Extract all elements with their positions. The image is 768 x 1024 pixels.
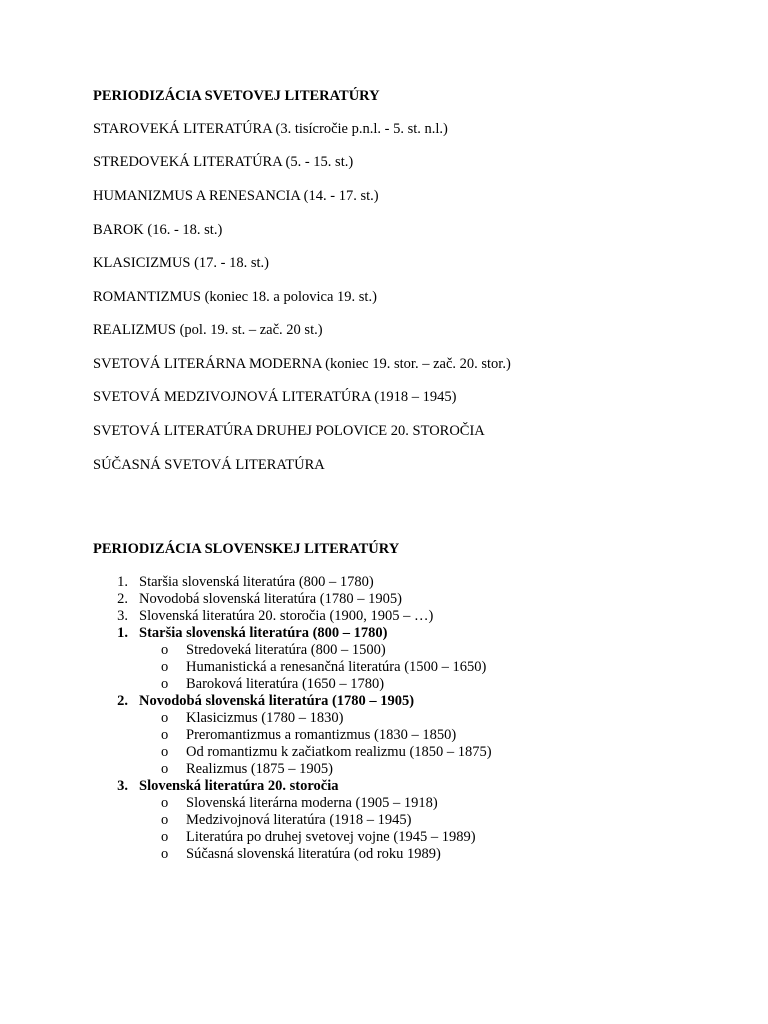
bullet-marker: o [161,642,169,658]
overview-item: Novodobá slovenská literatúra (1780 – 1905) [139,591,402,607]
list-number: 1. [117,574,128,590]
sub-item: Klasicizmus (1780 – 1830) [186,710,344,726]
world-item: SÚČASNÁ SVETOVÁ LITERATÚRA [93,457,325,473]
section-number: 1. [117,625,128,641]
world-item: HUMANIZMUS A RENESANCIA (14. - 17. st.) [93,188,379,204]
bullet-marker: o [161,744,169,760]
section-title: Staršia slovenská literatúra (800 – 1780) [139,625,388,641]
sub-item: Humanistická a renesančná literatúra (1500 – 1650) [186,659,487,675]
world-item: REALIZMUS (pol. 19. st. – zač. 20 st.) [93,322,323,338]
world-item: SVETOVÁ LITERÁRNA MODERNA (koniec 19. stor. – zač. 20. stor.) [93,356,511,372]
world-item: SVETOVÁ LITERATÚRA DRUHEJ POLOVICE 20. STOROČIA [93,423,485,439]
sub-item: Stredoveká literatúra (800 – 1500) [186,642,386,658]
world-heading: PERIODIZÁCIA SVETOVEJ LITERATÚRY [93,88,380,104]
overview-item: Slovenská literatúra 20. storočia (1900, 1905 – …) [139,608,434,624]
bullet-marker: o [161,812,169,828]
world-item: STAROVEKÁ LITERATÚRA (3. tisícročie p.n.l. - 5. st. n.l.) [93,121,448,137]
list-number: 2. [117,591,128,607]
sub-item: Od romantizmu k začiatkom realizmu (1850 – 1875) [186,744,492,760]
world-item: KLASICIZMUS (17. - 18. st.) [93,255,270,271]
world-item: SVETOVÁ MEDZIVOJNOVÁ LITERATÚRA (1918 – 1945) [93,389,457,405]
sub-item: Realizmus (1875 – 1905) [186,761,333,777]
bullet-marker: o [161,676,169,692]
sub-item: Slovenská literárna moderna (1905 – 1918) [186,795,438,811]
bullet-marker: o [161,727,169,743]
overview-item: Staršia slovenská literatúra (800 – 1780) [139,574,374,590]
sub-item: Medzivojnová literatúra (1918 – 1945) [186,812,412,828]
world-item: STREDOVEKÁ LITERATÚRA (5. - 15. st.) [93,154,354,170]
sub-item: Súčasná slovenská literatúra (od roku 1989) [186,846,441,862]
bullet-marker: o [161,795,169,811]
section-number: 2. [117,693,128,709]
bullet-marker: o [161,710,169,726]
world-item: ROMANTIZMUS (koniec 18. a polovica 19. st.) [93,289,377,305]
slovak-heading: PERIODIZÁCIA SLOVENSKEJ LITERATÚRY [93,541,400,557]
world-item: BAROK (16. - 18. st.) [93,222,223,238]
section-title: Novodobá slovenská literatúra (1780 – 1905) [139,693,415,709]
bullet-marker: o [161,846,169,862]
section-number: 3. [117,778,128,794]
sub-item: Preromantizmus a romantizmus (1830 – 1850) [186,727,457,743]
bullet-marker: o [161,761,169,777]
section-title: Slovenská literatúra 20. storočia [139,778,339,794]
sub-item: Literatúra po druhej svetovej vojne (1945 – 1989) [186,829,476,845]
sub-item: Baroková literatúra (1650 – 1780) [186,676,385,692]
bullet-marker: o [161,829,169,845]
list-number: 3. [117,608,128,624]
bullet-marker: o [161,659,169,675]
